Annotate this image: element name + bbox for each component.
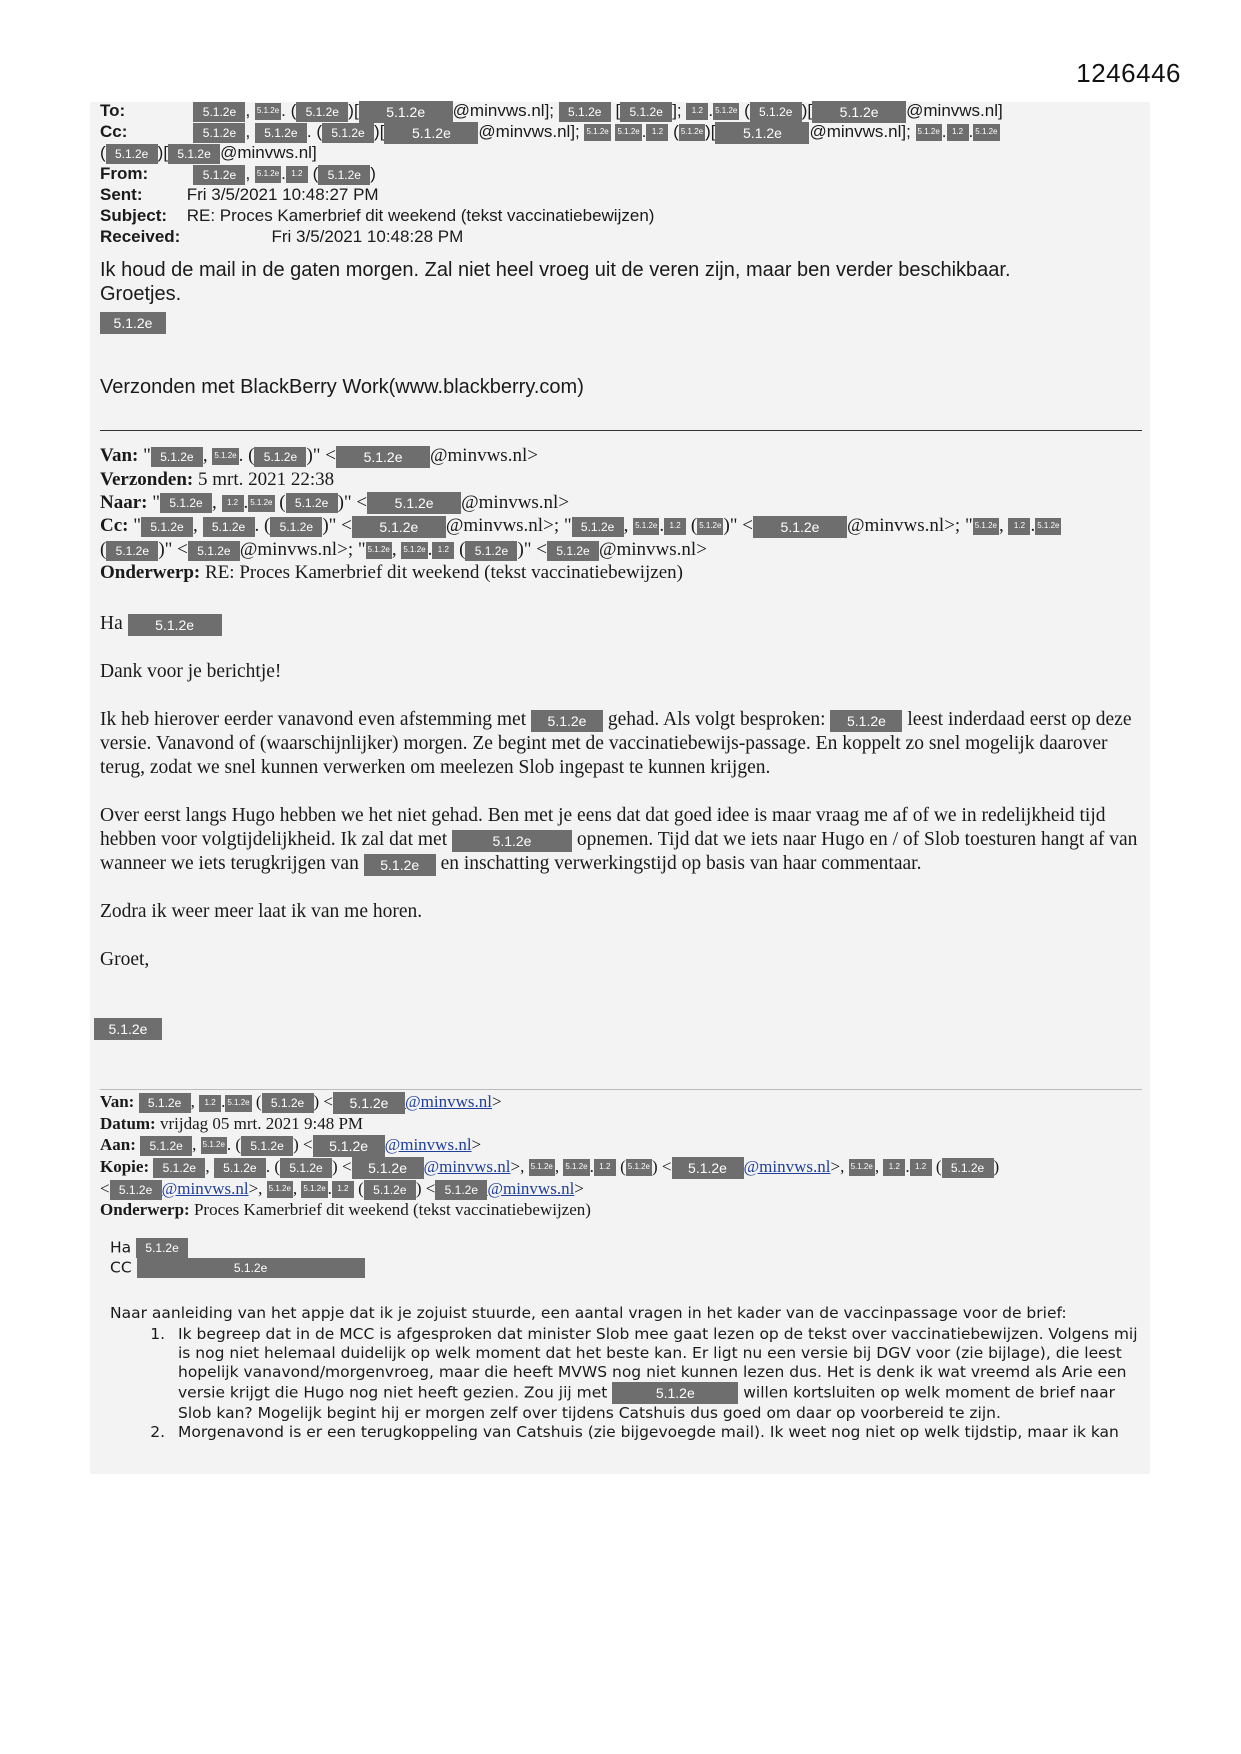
paragraph-text: leest inderdaad eerst op deze versie. Vanavond of (waarschijnlijker) morgen. Ze begint met de vaccinatiebewijs-passage. En koppelt zo snel mogelijk daarover terug, zodat we snel kunnen verwerken om meelezen Slob ingepast te kunnen krijgen. bbox=[100, 709, 1132, 778]
redaction: 5.1.2e bbox=[203, 517, 255, 537]
redaction: 5.1.2e bbox=[255, 166, 281, 183]
van-label: Van: bbox=[100, 445, 139, 466]
email3-question-list bbox=[110, 1325, 1140, 1442]
email2-paragraph: Dank voor je berichtje! bbox=[100, 661, 282, 682]
redaction: 5.1.2e bbox=[286, 493, 338, 513]
redaction: 5.1.2e bbox=[136, 1238, 188, 1258]
aan-label: Aan: bbox=[100, 1134, 136, 1154]
redaction: 5.1.2e bbox=[615, 124, 641, 141]
redaction: 5.1.2e bbox=[106, 144, 158, 164]
email2-verzonden-row bbox=[100, 468, 1160, 491]
email2-naar-row: Naar: " 5.1.2e , 1.2 . 5.1.2e ( 5.1.2e )" < 5.1.2e @minvws.nl> bbox=[100, 491, 570, 513]
received-label: Received: bbox=[100, 227, 181, 246]
to-label: To: bbox=[100, 101, 126, 120]
naar-label: Naar: bbox=[100, 491, 148, 513]
email-domain: @minvws.nl> bbox=[239, 538, 348, 560]
divider bbox=[100, 430, 1142, 431]
redaction: 5.1.2e bbox=[248, 495, 274, 512]
email2-header bbox=[100, 444, 1160, 584]
redaction: 5.1.2e bbox=[153, 1158, 205, 1178]
divider bbox=[100, 1089, 1142, 1090]
redaction: 5.1.2e bbox=[612, 1382, 738, 1404]
email2-cc-row-2: ( 5.1.2e )" < 5.1.2e @minvws.nl>; " 5.1.2e , 5.1.2e . 1.2 ( 5.1.2e )" < 5.1.2e @minvws.nl> bbox=[100, 538, 707, 560]
redaction: 5.1.2e bbox=[942, 1158, 994, 1178]
redaction: 5.1.2e bbox=[212, 448, 238, 465]
redaction: 1.2 bbox=[222, 495, 244, 512]
email1-signature bbox=[100, 310, 1120, 334]
redaction: 5.1.2e bbox=[547, 541, 599, 561]
redaction: 5.1.2e bbox=[333, 1092, 405, 1114]
redaction: 5.1.2e bbox=[367, 492, 461, 514]
redaction: 5.1.2e bbox=[452, 830, 572, 852]
subject-label: Subject: bbox=[100, 206, 168, 225]
email3-body bbox=[110, 1238, 1140, 1442]
redaction: 5.1.2e bbox=[384, 122, 478, 144]
document-id: 1246446 bbox=[1076, 58, 1181, 88]
redaction: 1.2 bbox=[199, 1095, 221, 1112]
redaction: 5.1.2e bbox=[313, 1135, 385, 1157]
redaction: 5.1.2e bbox=[973, 124, 999, 141]
redaction: 5.1.2e bbox=[849, 1159, 875, 1176]
redaction: 1.2 bbox=[594, 1159, 616, 1176]
paragraph-text: Ik heb hierover eerder vanavond even afstemming met bbox=[100, 709, 527, 730]
email3-van-row: Van: 5.1.2e , 1.2 . 5.1.2e ( 5.1.2e ) < 5.1.2e @minvws.nl> bbox=[100, 1092, 1160, 1114]
paragraph-text: Over eerst langs Hugo hebben we het niet gehad. Ben met je eens dat dat goed idee is maar vraag me af of we in redelijkheid tijd hebben voor volgtijdelijkheid. Ik zal dat met bbox=[100, 805, 1106, 850]
redaction: 5.1.2e bbox=[465, 541, 517, 561]
redaction: 5.1.2e bbox=[435, 1180, 487, 1200]
list-item-text: Ik begreep dat in de MCC is afgesproken dat minister Slob mee gaat lezen op de tekst over vaccinatiebewijzen. Volgens mij is nog niet helemaal duidelijk op welk moment dat het beste kan. Er ligt nu een versie bij DGV voor (zie bijlage), die leest hopelijk vanavond/morgenvroeg, maar die heeft MVWS nog niet kunnen lezen dus. Het is denk ik wat vreemd als Arie een versie krijgt die Hugo nog niet heeft gezien. Zou jij met bbox=[178, 1325, 1138, 1402]
email-domain: @minvws.nl bbox=[452, 101, 545, 120]
sent-with-blackberry: Verzonden met BlackBerry Work(www.blackberry.com) bbox=[100, 376, 584, 398]
subject-value: RE: Proces Kamerbrief dit weekend (tekst vaccinatiebewijzen) bbox=[186, 206, 655, 225]
redaction: 5.1.2e bbox=[364, 1180, 416, 1200]
email-domain: @minvws.nl bbox=[906, 101, 999, 120]
redaction: 5.1.2e bbox=[1035, 518, 1061, 535]
email2-greeting bbox=[100, 612, 1144, 636]
datum-value: vrijdag 05 mrt. 2021 9:48 PM bbox=[159, 1114, 364, 1134]
redaction: 5.1.2e bbox=[584, 124, 610, 141]
ha-text: Ha bbox=[110, 1238, 132, 1257]
redaction: 1.2 bbox=[332, 1181, 354, 1198]
email1-cc-row-2: ( 5.1.2e )[ 5.1.2e @minvws.nl] bbox=[100, 143, 317, 162]
email3-kopie-row: Kopie: 5.1.2e , 5.1.2e . ( 5.1.2e ) < 5.1.2e @minvws.nl>, 5.1.2e , 5.1.2e . 1.2 ( 5.1.2e ) < 5.1.2e @minvws.nl>, 5.1.2e , 1.2 . 1.2 ( 5.1.2e ) bbox=[100, 1157, 1160, 1179]
redaction: 5.1.2e bbox=[336, 446, 430, 468]
redaction: 5.1.2e bbox=[94, 1018, 162, 1040]
redaction: 5.1.2e bbox=[753, 516, 847, 538]
redaction: 5.1.2e bbox=[106, 541, 158, 561]
email2-body bbox=[100, 612, 1144, 996]
sent-label: Sent: bbox=[100, 185, 143, 204]
onderwerp-label: Onderwerp: bbox=[100, 1199, 190, 1219]
redaction: 5.1.2e bbox=[679, 124, 705, 141]
redaction: 5.1.2e bbox=[916, 124, 942, 141]
redaction: 5.1.2e bbox=[626, 1159, 652, 1176]
redaction: 5.1.2e bbox=[812, 101, 906, 123]
redaction: 5.1.2e bbox=[214, 1158, 266, 1178]
email-domain: @minvws.nl bbox=[478, 122, 571, 141]
email-link[interactable]: @minvws.nl bbox=[161, 1178, 249, 1198]
verzonden-label: Verzonden: bbox=[100, 468, 194, 490]
redaction: 5.1.2e bbox=[151, 447, 203, 467]
email3-kopie-row-2: < 5.1.2e @minvws.nl>, 5.1.2e , 5.1.2e . 1.2 ( 5.1.2e ) < 5.1.2e @minvws.nl> bbox=[100, 1179, 1160, 1200]
email1-body-line2: Groetjes. bbox=[100, 283, 182, 305]
email1-body bbox=[100, 258, 1120, 334]
redaction: 5.1.2e bbox=[559, 102, 611, 122]
redaction: 5.1.2e bbox=[141, 517, 193, 537]
cc-text: CC bbox=[110, 1258, 132, 1277]
email2-paragraph bbox=[100, 804, 1144, 876]
email-link[interactable]: @minvws.nl bbox=[487, 1178, 575, 1198]
redaction: 5.1.2e bbox=[160, 493, 212, 513]
redaction: 5.1.2e bbox=[830, 710, 902, 732]
redaction: 5.1.2e bbox=[168, 144, 220, 164]
email-domain: @minvws.nl> bbox=[847, 515, 955, 537]
paragraph-text: gehad. Als volgt besproken: bbox=[607, 709, 826, 730]
paragraph-text: opnemen. Tijd dat we iets naar Hugo en / of Slob toesturen hangt af van wanneer we iets terugkrijgen van bbox=[100, 829, 1138, 874]
kopie-label: Kopie: bbox=[100, 1156, 150, 1176]
redaction: 5.1.2e bbox=[352, 1157, 424, 1179]
email-domain: @minvws.nl> bbox=[445, 515, 554, 537]
list-item: 2. Morgenavond is er een terugkoppeling van Catshuis (zie bijgevoegde mail). Ik weet nog niet op welk tijdstip, maar ik kan bbox=[170, 1423, 1140, 1442]
redaction: 5.1.2e bbox=[301, 1181, 327, 1198]
email1-received-row bbox=[100, 226, 1160, 247]
redaction: 5.1.2e bbox=[188, 541, 240, 561]
redaction: 5.1.2e bbox=[110, 1180, 162, 1200]
redaction: 5.1.2e bbox=[267, 1181, 293, 1198]
redaction: 1.2 bbox=[646, 124, 668, 141]
email3-datum-row bbox=[100, 1114, 1160, 1135]
email2-paragraph bbox=[100, 708, 1144, 780]
cc-label: Cc: bbox=[100, 122, 128, 141]
datum-label: Datum: bbox=[100, 1114, 156, 1134]
redaction: 5.1.2e bbox=[364, 854, 436, 876]
redaction: 5.1.2e bbox=[254, 447, 306, 467]
email3-aan-row: Aan: 5.1.2e , 5.1.2e . ( 5.1.2e ) < 5.1.2e @minvws.nl> bbox=[100, 1135, 1160, 1157]
email-domain: @minvws.nl> bbox=[461, 491, 570, 513]
greeting-text: Ha bbox=[100, 613, 123, 634]
redaction: 5.1.2e bbox=[563, 1159, 589, 1176]
email2-van-row: Van: " 5.1.2e , 5.1.2e . ( 5.1.2e )" < 5.1.2e @minvws.nl> bbox=[100, 445, 538, 466]
redaction: 5.1.2e bbox=[262, 1093, 314, 1113]
redaction: 5.1.2e bbox=[241, 1136, 293, 1156]
redaction: 5.1.2e bbox=[322, 123, 374, 143]
email-domain: @minvws.nl> bbox=[599, 538, 707, 560]
email-link[interactable]: @minvws.nl bbox=[423, 1156, 511, 1176]
email3-header bbox=[100, 1092, 1160, 1220]
redaction: 5.1.2e bbox=[352, 516, 446, 538]
email1-header bbox=[100, 100, 1160, 247]
redaction: 5.1.2e bbox=[137, 1258, 365, 1278]
redaction: 5.1.2e bbox=[225, 1095, 251, 1112]
redaction: 5.1.2e bbox=[620, 102, 672, 122]
email-domain: @minvws.nl bbox=[220, 143, 312, 162]
email3-intro: Naar aanleiding van het appje dat ik je zojuist stuurde, een aantal vragen in het kader van de vaccinpassage voor de brief: bbox=[110, 1304, 1067, 1322]
redaction: 1.2 bbox=[883, 1159, 905, 1176]
redaction: 5.1.2e bbox=[296, 102, 348, 122]
onderwerp-value: RE: Proces Kamerbrief dit weekend (tekst vaccinatiebewijzen) bbox=[205, 561, 683, 583]
redaction: 5.1.2e bbox=[672, 1157, 744, 1179]
email-link[interactable]: @minvws.nl bbox=[384, 1134, 472, 1154]
redaction: 5.1.2e bbox=[255, 103, 281, 120]
email1-subject-row bbox=[100, 205, 1160, 226]
redaction: 5.1.2e bbox=[193, 123, 245, 143]
redaction: 5.1.2e bbox=[255, 123, 307, 143]
list-item-text: willen kortsluiten op welk moment de brief naar Slob kan? Mogelijk begint hij er morgen zelf over tijdens Catshuis dus goed om daar op voorbereid te zijn. bbox=[178, 1383, 1115, 1422]
onderwerp-label: Onderwerp: bbox=[100, 561, 201, 583]
email2-signature bbox=[94, 1018, 162, 1040]
redaction: 5.1.2e bbox=[100, 312, 166, 334]
email1-cc-row: Cc: 5.1.2e , 5.1.2e . ( 5.1.2e )[ 5.1.2e @minvws.nl]; 5.1.2e 5.1.2e . 1.2 ( 5.1.2e )[ 5.1.2e @minvws.nl]; 5.1.2e . 1.2 . 5.1.2e bbox=[100, 121, 1160, 142]
email-domain: @minvws.nl> bbox=[430, 445, 538, 466]
redaction: 5.1.2e bbox=[531, 710, 603, 732]
redaction: 5.1.2e bbox=[697, 518, 723, 535]
cc-label: Cc: bbox=[100, 515, 129, 537]
redaction: 1.2 bbox=[1008, 518, 1030, 535]
email3-cc-line bbox=[110, 1258, 1140, 1278]
list-item bbox=[170, 1325, 1140, 1423]
redaction: 5.1.2e bbox=[359, 101, 453, 123]
redaction: 5.1.2e bbox=[280, 1158, 332, 1178]
redaction: 1.2 bbox=[286, 166, 308, 183]
email-link[interactable]: @minvws.nl bbox=[743, 1156, 831, 1176]
email2-cc-row: Cc: " 5.1.2e , 5.1.2e . ( 5.1.2e )" < 5.1.2e @minvws.nl>; " 5.1.2e , 5.1.2e . 1.2 ( 5.1.2e )" < 5.1.2e @minvws.nl>; " 5.1.2e , 1.2 . 5.1.2e bbox=[100, 515, 1060, 537]
redaction: 1.2 bbox=[947, 124, 969, 141]
email2-onderwerp-row bbox=[100, 561, 1160, 584]
redaction: 5.1.2e bbox=[401, 542, 427, 559]
sent-value: Fri 3/5/2021 10:48:27 PM bbox=[186, 185, 379, 204]
redaction: 5.1.2e bbox=[750, 102, 802, 122]
redaction: 5.1.2e bbox=[572, 517, 624, 537]
redaction: 5.1.2e bbox=[529, 1159, 555, 1176]
redaction: 5.1.2e bbox=[193, 102, 245, 122]
email1-to-row: To: 5.1.2e , 5.1.2e . ( 5.1.2e )[ 5.1.2e @minvws.nl]; 5.1.2e [ 5.1.2e ]; 1.2 . 5.1.2e ( 5.1.2e )[ 5.1.2e @minvws.nl] bbox=[100, 100, 1160, 121]
email1-sent-row bbox=[100, 184, 1160, 205]
paragraph-text: en inschatting verwerkingstijd op basis van haar commentaar. bbox=[440, 853, 922, 874]
verzonden-value: 5 mrt. 2021 22:38 bbox=[198, 468, 335, 490]
redaction: 5.1.2e bbox=[633, 518, 659, 535]
email1-body-line1: Ik houd de mail in de gaten morgen. Zal niet heel vroeg uit de veren zijn, maar ben verder beschikbaar. bbox=[100, 259, 1011, 281]
email-domain: @minvws.nl bbox=[809, 122, 902, 141]
email1-from-row: From: 5.1.2e , 5.1.2e . 1.2 ( 5.1.2e ) bbox=[100, 164, 376, 183]
redaction: 5.1.2e bbox=[128, 614, 222, 636]
redaction: 5.1.2e bbox=[270, 517, 322, 537]
redaction: 5.1.2e bbox=[366, 542, 392, 559]
redaction: 1.2 bbox=[664, 518, 686, 535]
email3-ha-line bbox=[110, 1238, 1140, 1258]
redaction: 5.1.2e bbox=[140, 1136, 192, 1156]
email-link[interactable]: @minvws.nl bbox=[405, 1092, 492, 1111]
email3-onderwerp-row bbox=[100, 1200, 1160, 1221]
email2-closing: Groet, bbox=[100, 949, 150, 970]
email2-paragraph: Zodra ik weer meer laat ik van me horen. bbox=[100, 901, 423, 922]
redaction: 5.1.2e bbox=[201, 1137, 227, 1154]
redaction: 5.1.2e bbox=[193, 165, 245, 185]
redaction: 5.1.2e bbox=[139, 1093, 191, 1113]
onderwerp-value: Proces Kamerbrief dit weekend (tekst vaccinatiebewijzen) bbox=[193, 1199, 591, 1219]
redaction: 5.1.2e bbox=[713, 103, 739, 120]
redaction: 1.2 bbox=[432, 542, 454, 559]
redaction: 5.1.2e bbox=[715, 122, 809, 144]
redaction: 1.2 bbox=[910, 1159, 932, 1176]
from-label: From: bbox=[100, 164, 149, 183]
redaction: 5.1.2e bbox=[318, 165, 370, 185]
redaction: 1.2 bbox=[686, 103, 708, 120]
van-label: Van: bbox=[100, 1092, 135, 1111]
received-value: Fri 3/5/2021 10:48:28 PM bbox=[271, 227, 464, 246]
redaction: 5.1.2e bbox=[973, 518, 999, 535]
